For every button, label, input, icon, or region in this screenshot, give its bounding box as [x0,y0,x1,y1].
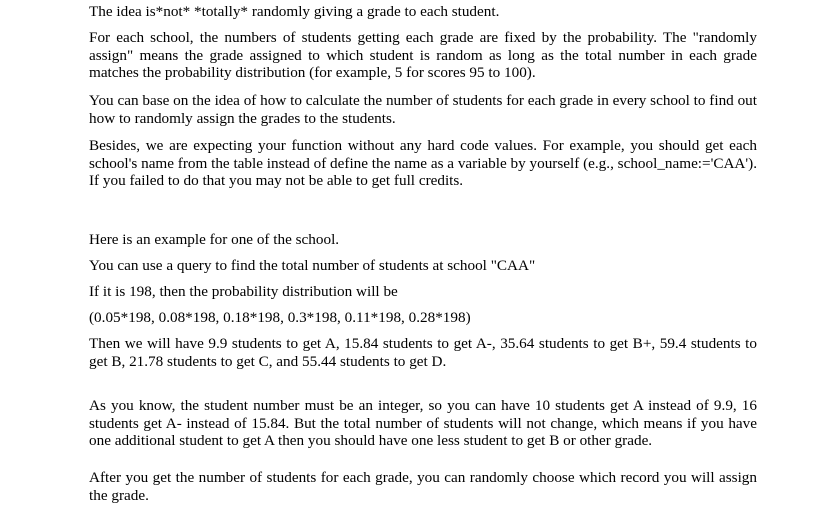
paragraph-random-choose: After you get the number of students for each grade, you can randomly choose which record you will assign the grade. [89,469,757,504]
paragraph-idea: The idea is*not* *totally* randomly giving a grade to each student. [89,3,500,20]
paragraph-distribution-intro: If it is 198, then the probability distribution will be [89,283,398,300]
paragraph-base-idea: You can base on the idea of how to calculate the number of students for each grade in every school to find out how to randomly assign the grades to the students. [89,92,757,127]
paragraph-grade-counts: Then we will have 9.9 students to get A, 15.84 students to get A-, 35.64 students to get B+, 59.4 students to get B, 21.78 students to get C, and 55.44 students to get D. [89,335,757,370]
paragraph-no-hardcode: Besides, we are expecting your function without any hard code values. For example, you should get each school's name from the table instead of define the name as a variable by yourself (e.g., school_name:='CAA'). If you failed to do that you may not be able to get full credits. [89,137,757,189]
paragraph-fixed-numbers: For each school, the numbers of students getting each grade are fixed by the probability. The "randomly assign" means the grade assigned to which student is random as long as the total number in each grade matches the probability distribution (for example, 5 for scores 95 to 100). [89,29,757,81]
paragraph-query: You can use a query to find the total number of students at school "CAA" [89,257,536,274]
paragraph-example-intro: Here is an example for one of the school. [89,231,340,248]
paragraph-distribution-formula: (0.05*198, 0.08*198, 0.18*198, 0.3*198, 0.11*198, 0.28*198) [89,309,471,326]
paragraph-integer-note: As you know, the student number must be an integer, so you can have 10 students get A instead of 9.9, 16 students get A- instead of 15.84. But the total number of students will not change, which means if you have one additional student to get A then you should have one less student to get B or other grade. [89,397,757,449]
